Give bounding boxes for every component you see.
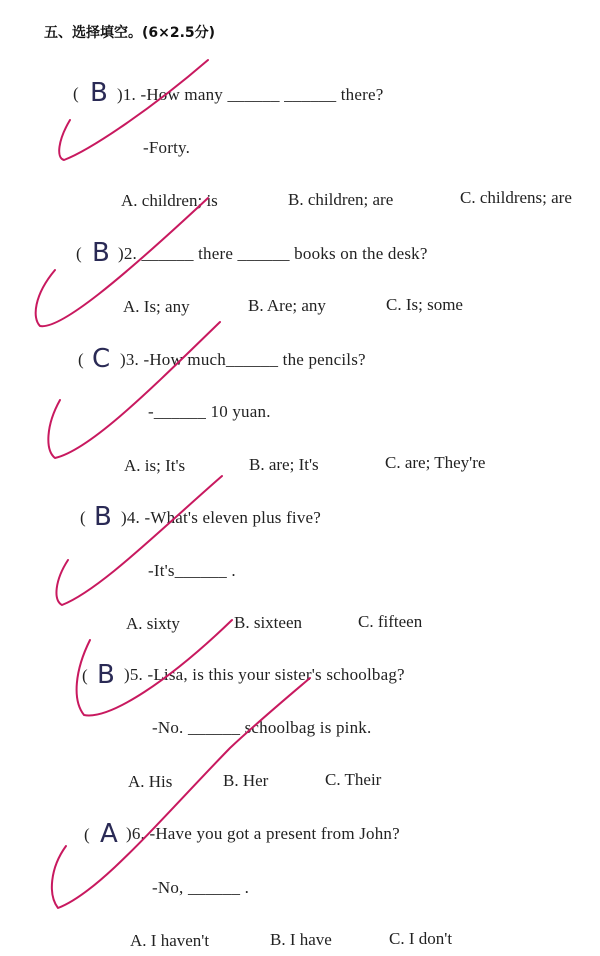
q6-response: -No, ______ . bbox=[152, 878, 250, 897]
section-title: 五、选择填空。(6×2.5分) bbox=[44, 25, 216, 41]
q2-option-b: B. Are; any bbox=[248, 296, 326, 315]
q1-option-a: A. children; is bbox=[121, 191, 218, 210]
q6-option-c: C. I don't bbox=[389, 929, 453, 948]
q6-paren: ( bbox=[84, 825, 90, 844]
q6-question: )6. -Have you got a present from John? bbox=[126, 824, 400, 843]
q5-question: )5. -Lisa, is this your sister's schoolbag? bbox=[124, 665, 405, 684]
check-mark-q1 bbox=[59, 60, 208, 160]
q5-response: -No. ______ schoolbag is pink. bbox=[152, 718, 372, 737]
q1-question: )1. -How many ______ ______ there? bbox=[117, 85, 384, 104]
q4-question: )4. -What's eleven plus five? bbox=[121, 508, 322, 527]
q3-option-c: C. are; They're bbox=[385, 453, 486, 472]
check-mark-q6 bbox=[52, 678, 310, 908]
q3-question: )3. -How much______ the pencils? bbox=[120, 350, 366, 369]
q4-option-b: B. sixteen bbox=[234, 613, 302, 632]
q4-option-a: A. sixty bbox=[126, 614, 180, 633]
check-mark-q4 bbox=[56, 476, 222, 605]
q3-paren: ( bbox=[78, 350, 84, 369]
q1-option-b: B. children; are bbox=[288, 190, 394, 209]
q4-paren: ( bbox=[80, 508, 86, 527]
check-mark-q3 bbox=[48, 322, 220, 458]
q3-answer: C bbox=[92, 344, 111, 374]
q2-option-a: A. Is; any bbox=[123, 297, 190, 316]
q3-response: -______ 10 yuan. bbox=[148, 402, 271, 421]
q5-option-c: C. Their bbox=[325, 770, 382, 789]
check-mark-q5 bbox=[77, 620, 232, 715]
q4-response: -It's______ . bbox=[148, 561, 236, 580]
q1-answer: B bbox=[90, 78, 108, 108]
q1-paren: ( bbox=[73, 84, 79, 103]
q6-option-a: A. I haven't bbox=[130, 931, 210, 950]
q3-option-a: A. is; It's bbox=[124, 456, 186, 475]
q5-paren: ( bbox=[82, 666, 88, 685]
q6-answer: A bbox=[100, 819, 118, 849]
q2-question: )2. ______ there ______ books on the desk? bbox=[118, 244, 428, 263]
q2-paren: ( bbox=[76, 244, 82, 263]
q1-option-c: C. childrens; are bbox=[460, 188, 572, 207]
q2-option-c: C. Is; some bbox=[386, 295, 463, 314]
q5-option-a: A. His bbox=[128, 772, 173, 791]
q1-response: -Forty. bbox=[143, 138, 191, 157]
q3-option-b: B. are; It's bbox=[249, 455, 319, 474]
q5-option-b: B. Her bbox=[223, 771, 269, 790]
q4-option-c: C. fifteen bbox=[358, 612, 423, 631]
q5-answer: B bbox=[97, 660, 115, 690]
check-mark-q2 bbox=[36, 198, 208, 326]
q2-answer: B bbox=[92, 238, 110, 268]
q4-answer: B bbox=[94, 502, 112, 532]
q6-option-b: B. I have bbox=[270, 930, 332, 949]
